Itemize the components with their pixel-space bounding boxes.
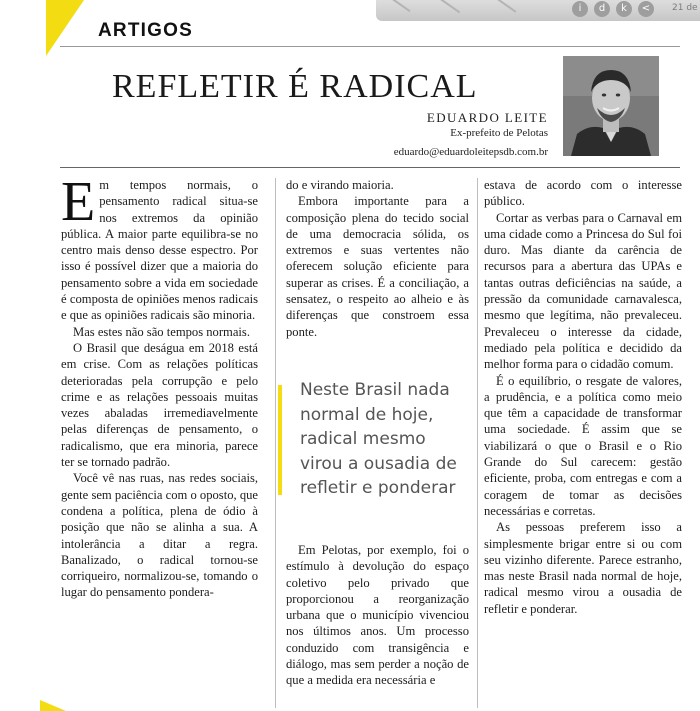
paragraph: Cortar as verbas para o Carnaval em uma cidade como a Princesa do Sul foi duro. Mas diante da carência de recursos para a abertura das UPAs e tantas outras deficiências na saúde, a pressão da comunidade carnavalesca, mesmo que legítima, não prevaleceu. Prevaleceu o interesse da cidade, mediado pela política e decidido da melhor forma para o cidadão comum. bbox=[484, 210, 682, 372]
article-column-2-bottom bbox=[286, 542, 469, 689]
paragraph: Embora importante para a composição plena do tecido social de uma democracia sólida, os extremos e suas vertentes não oferecem solução eficiente para superar as crises. É a conciliação, a sensatez, o respeito ao alheio e às diferenças que constroem essa ponte. bbox=[286, 194, 469, 339]
toolbar-download-button[interactable]: d bbox=[594, 1, 610, 17]
toolbar-decoration bbox=[391, 0, 410, 12]
paragraph: O Brasil que deságua em 2018 está em crise. Com as relações políticas deterioradas pela corrupção e pelo crime e as relações pessoais muitas vezes abaladas irremediavelmente pelas diferenças de pensamento, o radicalismo, que era minoria, parece ter se tornado padrão. bbox=[61, 340, 258, 470]
section-label: ARTIGOS bbox=[98, 20, 193, 41]
column-divider bbox=[275, 178, 276, 708]
paragraph: Mas estes não são tempos normais. bbox=[73, 324, 250, 339]
toolbar-previous-page-button[interactable]: < bbox=[638, 1, 654, 17]
section-accent-triangle bbox=[46, 0, 84, 56]
author-email: eduardo@eduardoleitepsdb.com.br bbox=[393, 146, 548, 158]
section-divider bbox=[60, 46, 680, 47]
toolbar-page-indicator: 21 de bbox=[672, 3, 698, 13]
viewer-toolbar bbox=[376, 0, 700, 21]
paragraph: do e virando maioria. bbox=[286, 178, 394, 192]
paragraph: Em Pelotas, por exemplo, foi o estímulo à devolução do espaço coletivo pelo privado que proporcionou a reorganização urbana que o município vivenciou nos últimos anos. Um processo conduzido com transigência e diálogo, mas sem perder a noção de que a medida era necessária e bbox=[286, 543, 469, 688]
paragraph: Em tempos normais, o pensamento radical situa-se nos extremos da opinião pública. A maior parte equilibra-se no centro mais denso desse espectro. Por isso é possível dizer que a maioria do pensamento sobre a vida em sociedade é composta de opiniões menos radicais e que as opiniões radicais são minoria. bbox=[61, 171, 258, 323]
paragraph: estava de acordo com o interesse público. bbox=[484, 178, 682, 209]
paragraph: É o equilíbrio, o resgate de valores, a prudência, e a política como meio que têm a capacidade de transformar uma sociedade. É assim que se viabilizará o que o Brasil e o Rio Grande do Sul carecem: gestão eficiente, proba, com entregas e com a coragem de tomar as decisões necessárias e corretas. bbox=[484, 373, 682, 518]
article-headline: REFLETIR É RADICAL bbox=[112, 68, 478, 105]
paragraph: As pessoas preferem isso a simplesmente brigar entre si ou com seu vizinho diferente. Parece estranho, mas neste Brasil nada normal de hoje, radical mesmo virou a ousadia de refletir e ponderar. bbox=[484, 520, 682, 616]
toolbar-decoration bbox=[496, 0, 517, 13]
drop-cap: E bbox=[61, 171, 96, 233]
pull-quote-text: Neste Brasil nada normal de hoje, radical mesmo virou a ousadia de refletir e ponderar bbox=[300, 380, 457, 498]
article-column-2-top bbox=[286, 177, 469, 340]
toolbar-first-page-button[interactable]: k bbox=[616, 1, 632, 17]
pull-quote-accent-bar bbox=[278, 385, 282, 495]
author-portrait-image bbox=[563, 56, 659, 156]
author-photo bbox=[563, 56, 659, 156]
column-divider bbox=[477, 178, 478, 708]
toolbar-decoration bbox=[438, 0, 460, 13]
article-column-1 bbox=[61, 171, 258, 601]
toolbar-info-button[interactable]: i bbox=[572, 1, 588, 17]
author-name: EDUARDO LEITE bbox=[426, 110, 548, 125]
article-column-3 bbox=[484, 177, 682, 617]
paragraph: Você vê nas ruas, nas redes sociais, gente sem paciência com o oposto, que condena a política, plena de ódio à posição que não se alinha a sua. A intolerância a ditar a regra. Banalizado, o radical tornou-se corriqueiro, normalizou-se, tomando o lugar do pensamento pondera- bbox=[61, 471, 258, 600]
author-role: Ex-prefeito de Pelotas bbox=[450, 127, 548, 139]
header-divider bbox=[60, 167, 680, 168]
page-accent-triangle bbox=[40, 700, 66, 711]
